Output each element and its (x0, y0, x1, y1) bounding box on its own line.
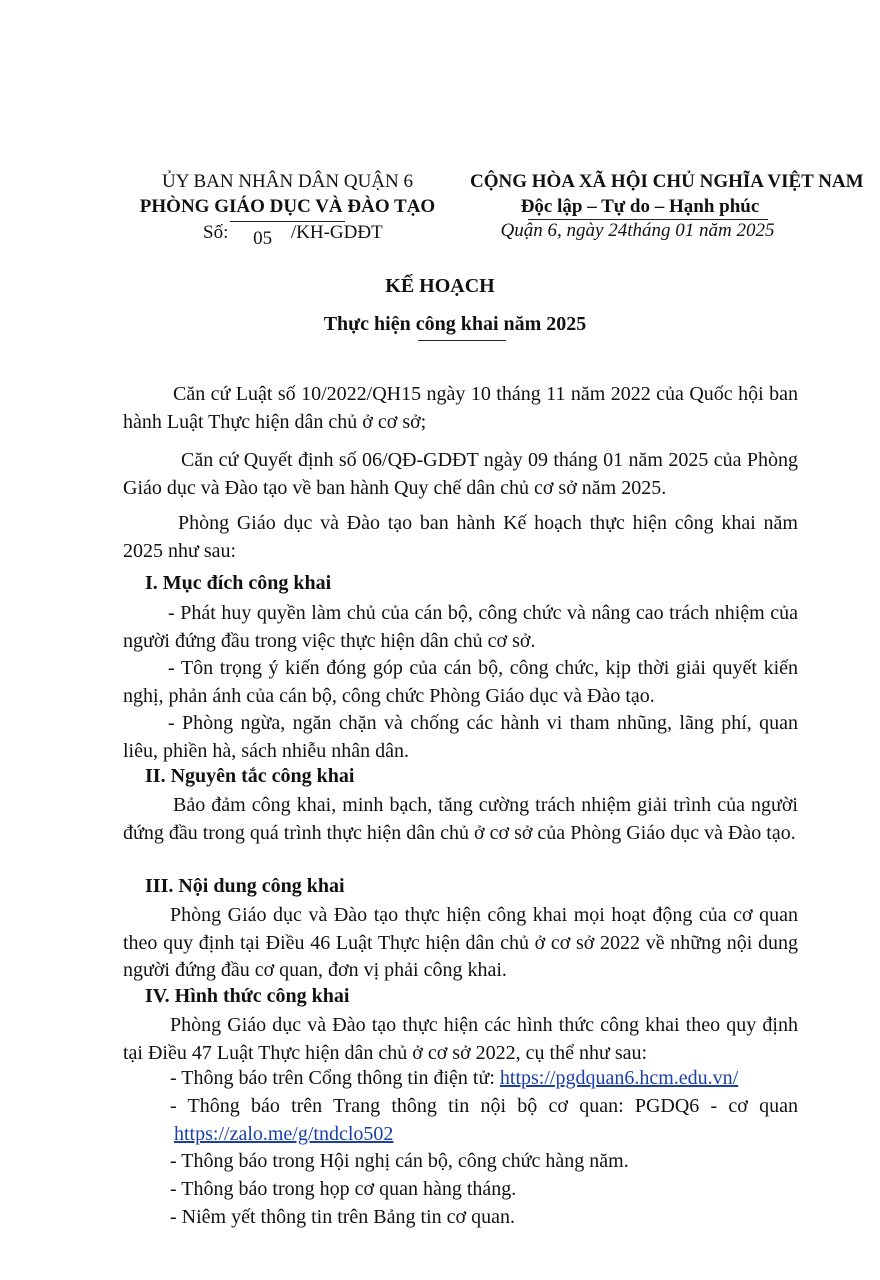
number-prefix: Số: (203, 222, 229, 243)
number-suffix: /KH-GDĐT (290, 222, 383, 243)
department-name: PHÒNG GIÁO DỤC VÀ ĐÀO TẠO (139, 196, 436, 217)
legal-basis-2: Căn cứ Quyết định số 06/QĐ-GDĐT ngày 09 tháng 01 năm 2025 của Phòng Giáo dục và Đào tạo về ban hành Quy chế dân chủ cơ sở năm 2025. (123, 449, 798, 499)
number-value: 05 (253, 228, 273, 249)
plan-intro: Phòng Giáo dục và Đào tạo ban hành Kế hoạch thực hiện công khai năm 2025 như sau: (123, 512, 798, 562)
section-3-heading: III. Nội dung công khai (145, 875, 345, 897)
section-4-text: Phòng Giáo dục và Đào tạo thực hiện các hình thức công khai theo quy định tại Điều 47 Luật Thực hiện dân chủ ở cơ sở 2022, cụ thể như sau: (123, 1014, 798, 1064)
conference-notice: - Thông báo trong Hội nghị cán bộ, công chức hàng năm. (170, 1150, 629, 1172)
legal-basis-1: Căn cứ Luật số 10/2022/QH15 ngày 10 tháng 11 năm 2022 của Quốc hội ban hành Luật Thực hiện dân chủ ở cơ sở; (123, 383, 798, 433)
portal-notice-text: - Thông báo trên Cổng thông tin điện tử: (170, 1067, 500, 1089)
portal-notice (170, 1067, 738, 1090)
portal-link[interactable]: https://pgdquan6.hcm.edu.vn/ (499, 1067, 739, 1089)
section-1-item: - Phòng ngừa, ngăn chặn và chống các hành vi tham nhũng, lãng phí, quan liêu, phiền hà, sách nhiễu nhân dân. (123, 712, 798, 762)
zalo-link[interactable]: https://zalo.me/g/tndclo502 (174, 1123, 394, 1145)
country-name: CỘNG HÒA XÃ HỘI CHỦ NGHĨA VIỆT NAM (470, 171, 864, 192)
zalo-link-line (174, 1123, 393, 1146)
internal-page-notice: - Thông báo trên Trang thông tin nội bộ cơ quan: PGDQ6 - cơ quan (170, 1095, 798, 1117)
section-4-heading: IV. Hình thức công khai (145, 985, 350, 1007)
bulletin-notice: - Niêm yết thông tin trên Bảng tin cơ quan. (170, 1206, 515, 1228)
section-1-heading: I. Mục đích công khai (145, 572, 332, 594)
document-title: KẾ HOẠCH (385, 275, 495, 297)
document-subtitle: Thực hiện công khai năm 2025 (323, 313, 587, 335)
title-underline (418, 340, 506, 341)
section-2-text: Bảo đảm công khai, minh bạch, tăng cường trách nhiệm giải trình của người đứng đầu trong quá trình thực hiện dân chủ ở cơ sở của Phòng Giáo dục và Đào tạo. (123, 794, 798, 844)
document-number (203, 222, 383, 249)
section-1-item: - Phát huy quyền làm chủ của cán bộ, công chức và nâng cao trách nhiệm của người đứng đầu trong việc thực hiện dân chủ cơ sở. (123, 602, 798, 652)
section-1-item: - Tôn trọng ý kiến đóng góp của cán bộ, công chức, kịp thời giải quyết kiến nghị, phản ánh của cán bộ, công chức Phòng Giáo dục và Đào tạo. (123, 657, 798, 707)
meeting-notice: - Thông báo trong họp cơ quan hàng tháng. (170, 1178, 517, 1200)
section-2-heading: II. Nguyên tắc công khai (145, 765, 355, 787)
agency-name: ỦY BAN NHÂN DÂN QUẬN 6 (161, 171, 414, 192)
place-date: Quận 6, ngày 24tháng 01 năm 2025 (500, 220, 775, 241)
national-motto: Độc lập – Tự do – Hạnh phúc (520, 196, 760, 217)
section-3-text: Phòng Giáo dục và Đào tạo thực hiện công khai mọi hoạt động của cơ quan theo quy định tại Điều 46 Luật Thực hiện dân chủ ở cơ sở 2022 về những nội dung người đứng đầu cơ quan, đơn vị phải công khai. (123, 904, 798, 981)
